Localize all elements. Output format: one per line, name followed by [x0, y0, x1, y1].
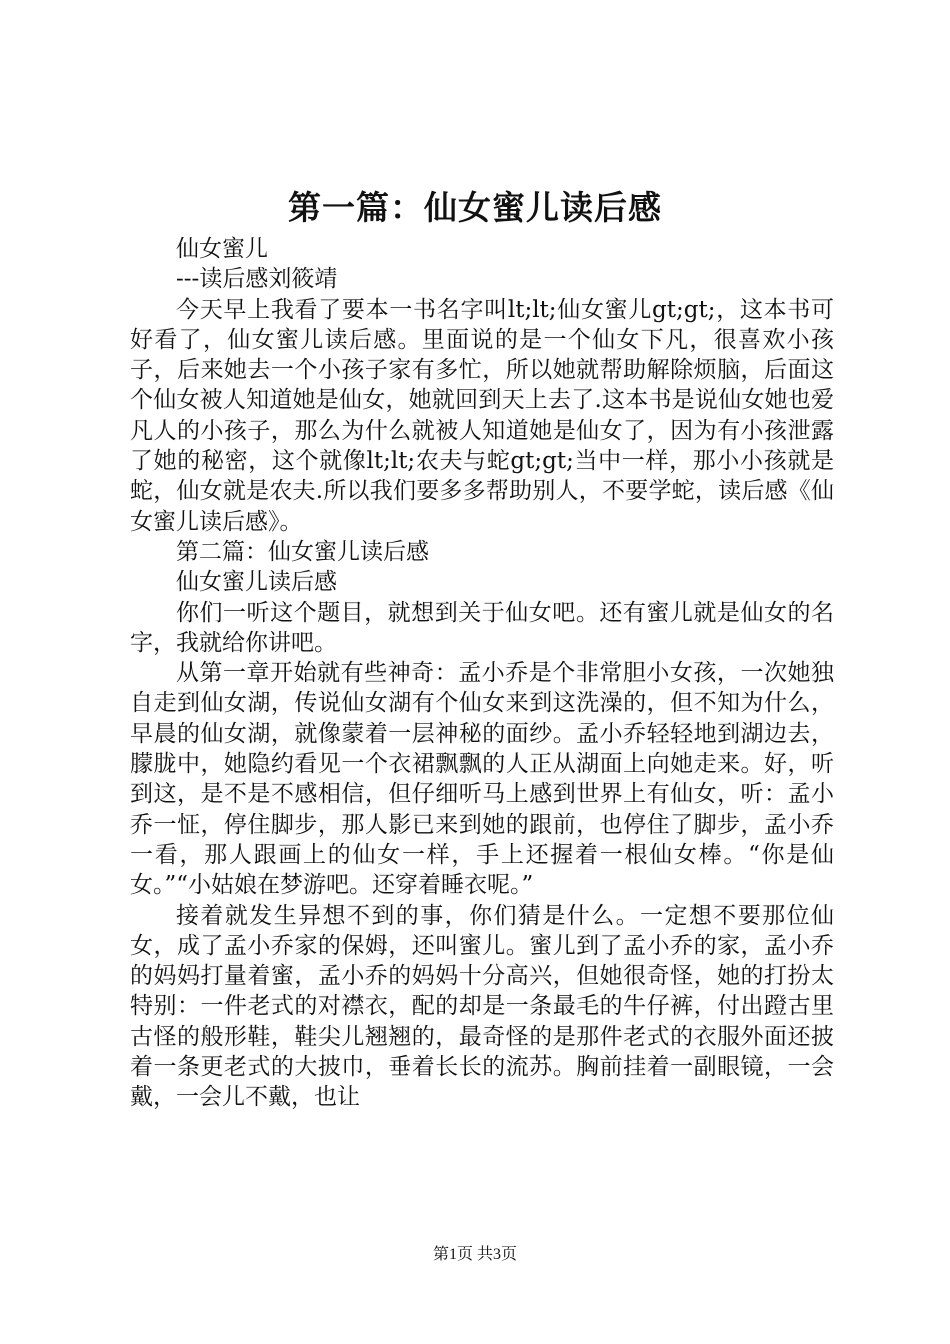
- paragraph: 你们一听这个题目，就想到关于仙女吧。还有蜜儿就是仙女的名字，我就给你讲吧。: [130, 599, 834, 656]
- page-footer: 第1页 共3页: [432, 1246, 517, 1263]
- paragraph: 仙女蜜儿: [176, 236, 268, 262]
- paragraph: 接着就发生异想不到的事，你们猜是什么。一定想不要那位仙女，成了孟小乔家的保姆，还叫蜜儿。蜜儿到了孟小乔的家，孟小乔的妈妈打量着蜜，孟小乔的妈妈十分高兴，但她很奇怪，她的打扮太特别：一件老式的对襟衣，配的却是一条最毛的牛仔裤，付出蹬古里古怪的般形鞋，鞋尖儿翘翘的，最奇怪的是那件老式的衣服外面还披着一条更老式的大披巾，垂着长长的流苏。胸前挂着一副眼镜，一会戴，一会儿不戴，也让: [130, 902, 834, 1111]
- paragraph: 第二篇：仙女蜜儿读后感: [176, 538, 429, 565]
- document-body: [130, 234, 834, 1113]
- paragraph: 仙女蜜儿读后感: [176, 569, 337, 596]
- paragraph: 今天早上我看了要本一书名字叫lt;lt;仙女蜜儿gt;gt;，这本书可好看了，仙女蜜儿读后感。里面说的是一个仙女下凡，很喜欢小孩子，后来她去一个小孩子家有多忙，所以她就帮助解除烦脑，后面这个仙女被人知道她是仙女，她就回到天上去了.这本书是说仙女她也爱凡人的小孩子，那么为什么就被人知道她是仙女了，因为有小孩泄露了她的秘密，这个就像lt;lt;农夫与蛇gt;gt;当中一样，那小小孩就是蛇，仙女就是农夫.所以我们要多多帮助别人，不要学蛇，读后感《仙女蜜儿读后感》。: [130, 296, 834, 535]
- paragraph: 从第一章开始就有些神奇：孟小乔是个非常胆小女孩，一次她独自走到仙女湖，传说仙女湖有个仙女来到这洗澡的，但不知为什么，早晨的仙女湖，就像蒙着一层神秘的面纱。孟小乔轻轻地到湖边去，朦胧中，她隐约看见一个衣裙飘飘的人正从湖面上向她走来。好，听到这，是不是不感相信，但仔细听马上感到世界上有仙女，听：孟小乔一怔，停住脚步，那人影已来到她的跟前，也停住了脚步，孟小乔一看，那人跟画上的仙女一样，手上还握着一根仙女棒。“你是仙女。”“小姑娘在梦游吧。还穿着睡衣呢。”: [130, 660, 834, 899]
- document-title: 第一篇：仙女蜜儿读后感: [288, 188, 662, 227]
- paragraph: ---读后感刘筱靖: [176, 266, 338, 293]
